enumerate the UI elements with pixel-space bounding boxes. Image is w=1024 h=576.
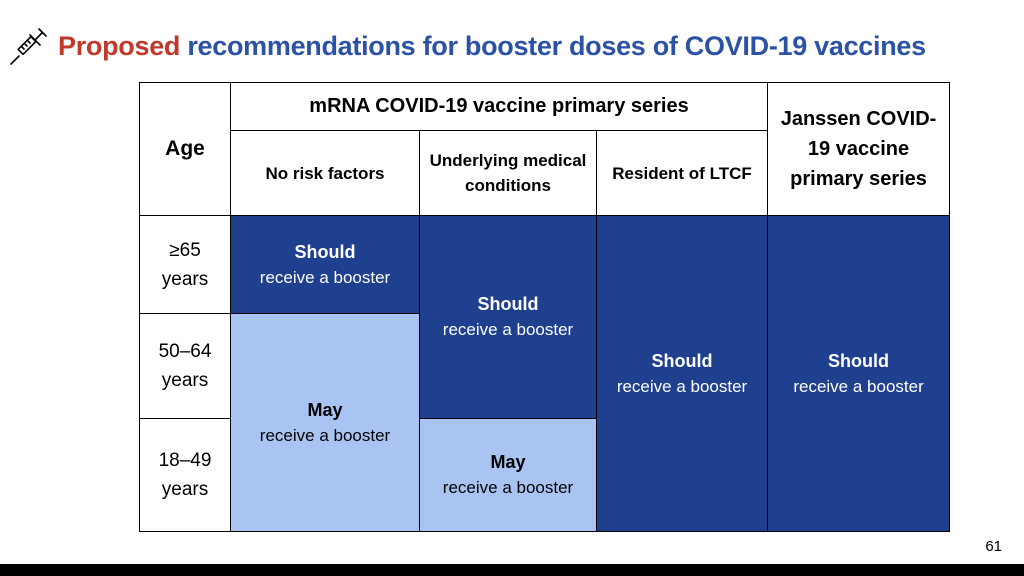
subheader-underlying: Underlying medical conditions — [420, 131, 597, 216]
subheader-no-risk: No risk factors — [231, 131, 420, 216]
title-rest: recommendations for booster doses of COVID-19 vaccines — [180, 30, 926, 61]
bottom-bar — [0, 564, 1024, 576]
mrna-header: mRNA COVID-19 vaccine primary series — [231, 83, 768, 131]
cell-janssen-all-strong: Should — [828, 350, 890, 371]
cell-ltcf-all-strong: Should — [651, 350, 713, 371]
cell-ltcf-all — [597, 216, 768, 532]
age-group-50-64: 50–64 years — [140, 314, 231, 419]
syringe-icon — [8, 25, 50, 67]
cell-underlying-18-49-strong: May — [490, 452, 526, 472]
age-group-18-49: 18–49 years — [140, 419, 231, 532]
cell-no-risk-65-rest: receive a booster — [259, 267, 391, 287]
cell-underlying-50-65-rest: receive a booster — [442, 320, 574, 339]
cell-no-risk-18-64 — [231, 314, 420, 532]
cell-no-risk-18-64-rest: receive a booster — [259, 425, 391, 445]
title-highlight: Proposed — [58, 30, 181, 61]
age-header: Age — [140, 83, 231, 216]
cell-underlying-50-65 — [420, 216, 597, 419]
page-title — [58, 31, 926, 62]
recommendation-table — [139, 82, 950, 532]
cell-underlying-50-65-strong: Should — [477, 294, 539, 314]
cell-no-risk-65 — [231, 216, 420, 314]
cell-underlying-18-49 — [420, 419, 597, 532]
cell-janssen-all-rest: receive a booster — [793, 376, 924, 396]
age-group-65: ≥65 years — [140, 216, 231, 314]
janssen-header: Janssen COVID-19 vaccine primary series — [768, 83, 950, 216]
title-row — [8, 20, 1008, 72]
page-number: 61 — [985, 538, 1002, 555]
cell-underlying-18-49-rest: receive a booster — [442, 478, 574, 497]
subheader-ltcf: Resident of LTCF — [597, 131, 768, 216]
cell-no-risk-65-strong: Should — [294, 241, 356, 262]
cell-ltcf-all-rest: receive a booster — [616, 376, 748, 396]
cell-no-risk-18-64-strong: May — [307, 399, 343, 420]
cell-janssen-all — [768, 216, 950, 532]
